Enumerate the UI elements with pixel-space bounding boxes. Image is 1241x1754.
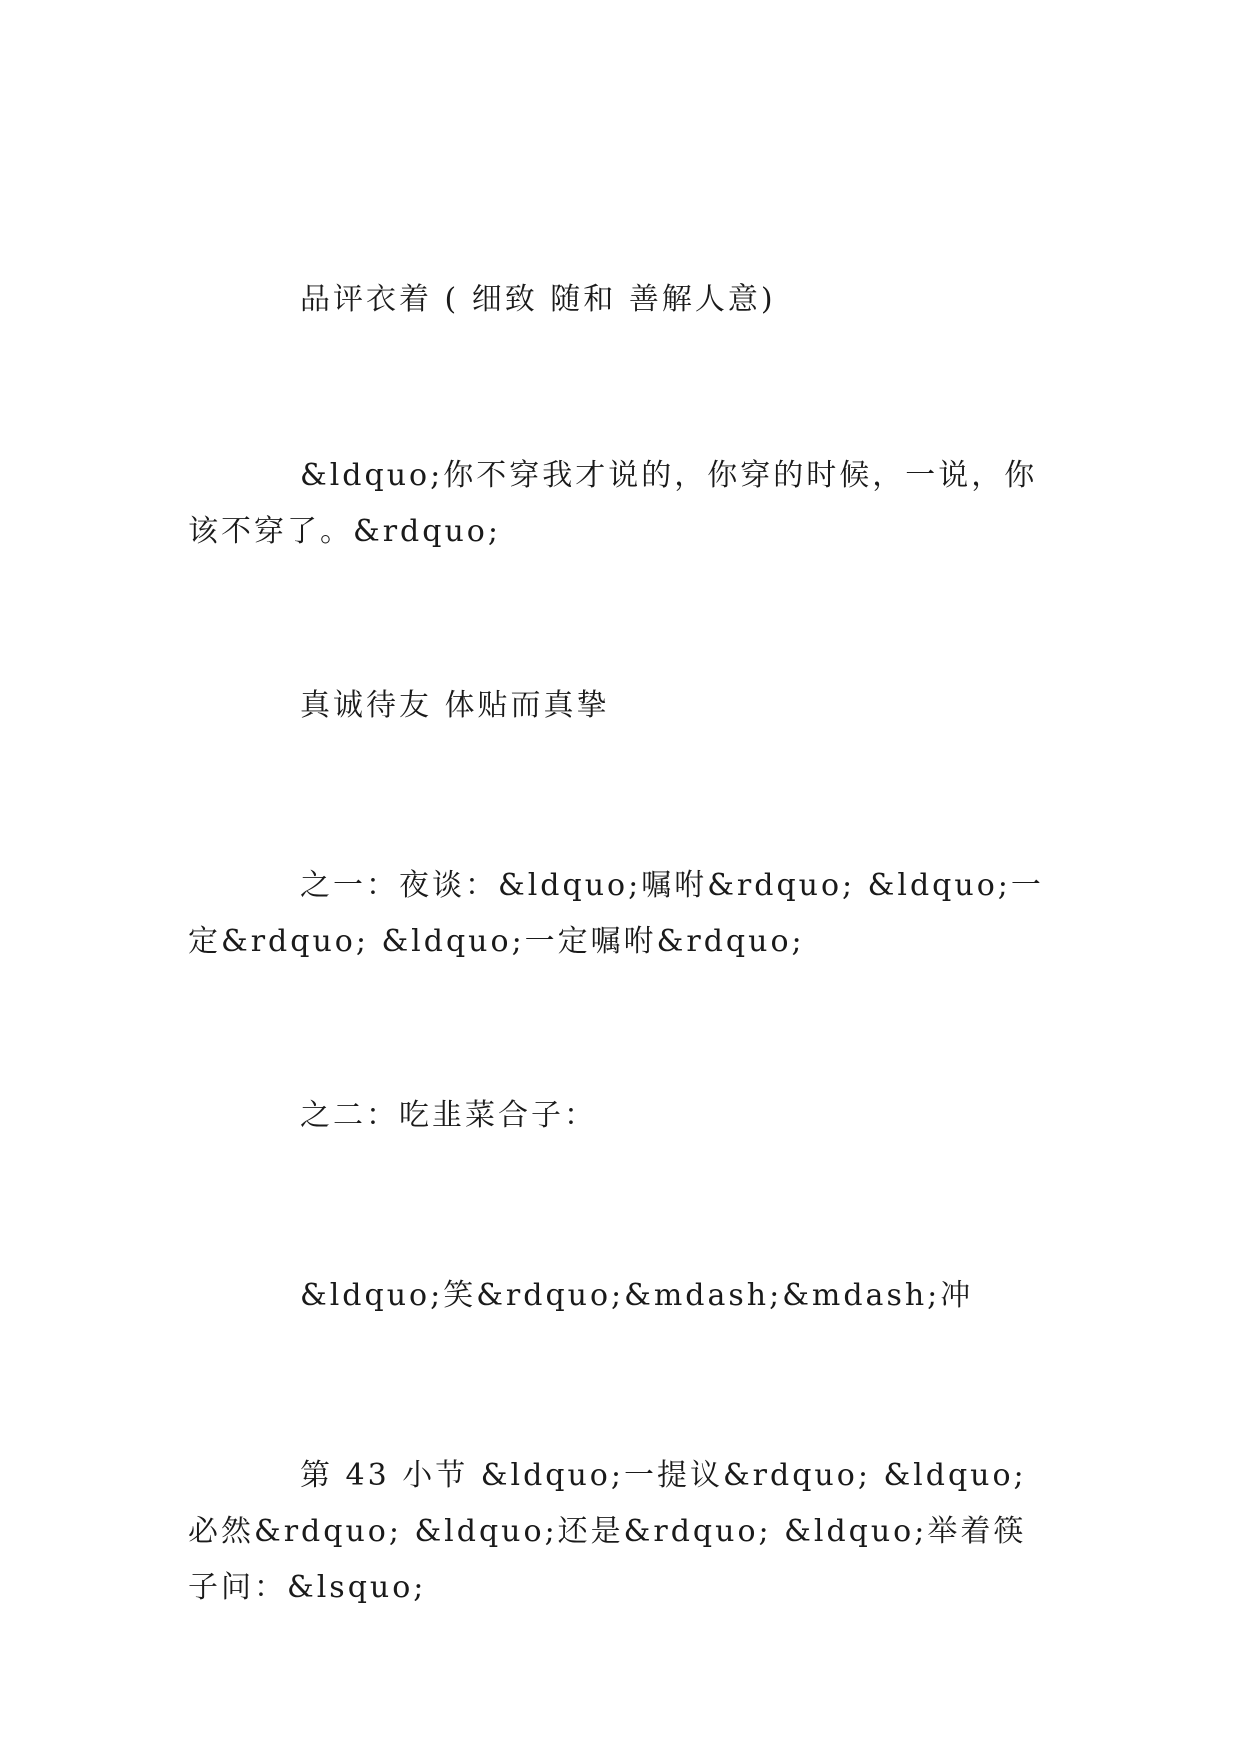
paragraph-night-talk: 之一：夜谈：&ldquo;嘱咐&rdquo; &ldquo;一定&rdquo; &ldquo;一定嘱咐&rdquo; xyxy=(188,868,1044,959)
heading-clothing-comment: 品评衣着 ( 细致 随和 善解人意) xyxy=(300,282,776,317)
paragraph-leek-dumplings: 之二：吃韭菜合子： xyxy=(300,1098,597,1133)
paragraph-quote-clothing: &ldquo;你不穿我才说的，你穿的时候，一说，你该不穿了。&rdquo; xyxy=(188,458,1038,549)
heading-treat-friends: 真诚待友 体贴而真挚 xyxy=(300,688,610,723)
paragraph-section-43: 第 43 小节 &ldquo;一提议&rdquo; &ldquo;必然&rdquo; &ldquo;还是&rdquo; &ldquo;举着筷子问：&lsquo; xyxy=(188,1458,1027,1605)
paragraph-laugh: &ldquo;笑&rdquo;&mdash;&mdash;冲 xyxy=(300,1278,974,1313)
